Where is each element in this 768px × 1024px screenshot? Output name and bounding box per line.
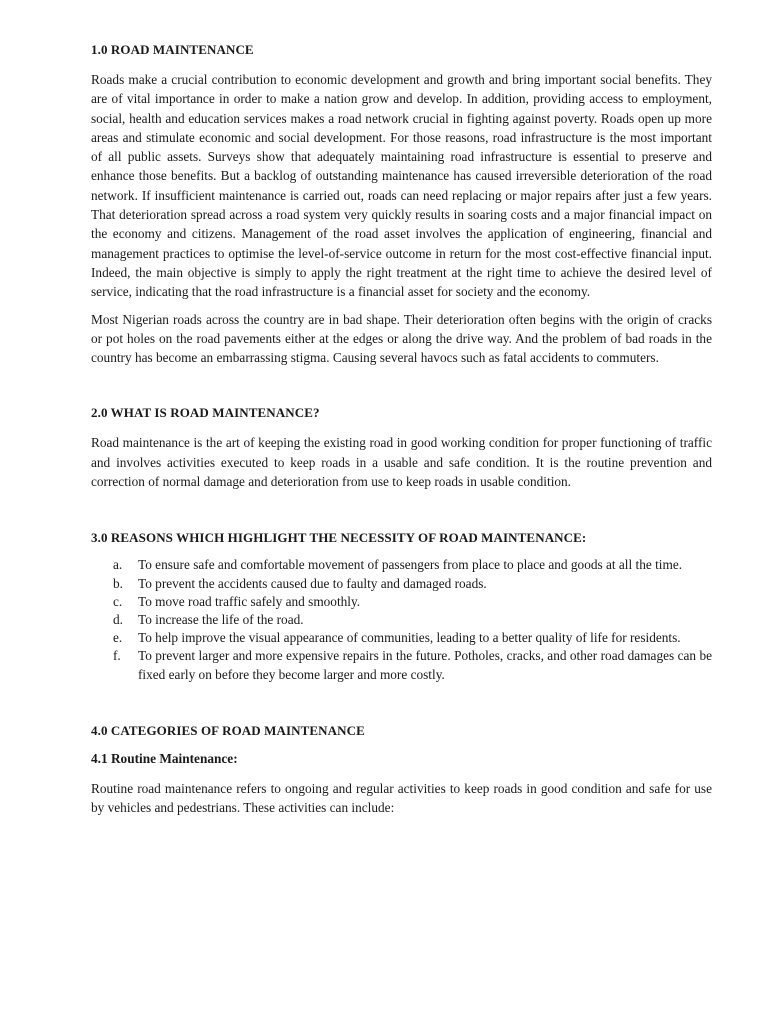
list-item xyxy=(91,611,712,629)
list-marker: c. xyxy=(113,593,123,609)
list-item xyxy=(91,629,712,647)
section-1-paragraph-1: Roads make a crucial contribution to economic development and growth and bring important social benefits. They are of vital importance in order to make a nation grow and develop. In addition, providing access to employment, social, health and education services makes a road network crucial in fighting against poverty. Roads open up more areas and stimulate economic and social development. For those reasons, road infrastructure is the most important of all public assets. Surveys show that adequately maintaining road infrastructure is essential to preserve and enhance those benefits. But a backlog of outstanding maintenance has caused irreversible deterioration of the road network. If insufficient maintenance is carried out, roads can need replacing or major repairs after just a few years. That deterioration spread across a road system very quickly results in soaring costs and a major financial impact on the economy and citizens. Management of the road asset involves the application of engineering, financial and management practices to optimise the level-of-service outcome in return for the most cost-effective financial input. Indeed, the main objective is simply to apply the right treatment at the right time to achieve the desired level of service, indicating that the road infrastructure is a financial asset for society and the economy. xyxy=(91,72,712,300)
section-4-heading: 4.0 CATEGORIES OF ROAD MAINTENANCE xyxy=(91,722,365,738)
list-marker: a. xyxy=(113,557,123,573)
list-marker: f. xyxy=(113,648,121,664)
section-2-paragraph: Road maintenance is the art of keeping the existing road in good working condition for proper functioning of traffic and involves activities executed to keep roads in a usable and safe condition. It is the routine prevention and correction of normal damage and deterioration from use to keep roads in usable condition. xyxy=(91,435,712,490)
list-item-text: To ensure safe and comfortable movement of passengers from place to place and goods at all the time. xyxy=(138,557,683,573)
section-2-heading: 2.0 WHAT IS ROAD MAINTENANCE? xyxy=(91,405,320,421)
list-marker: b. xyxy=(113,575,123,591)
list-item xyxy=(91,593,712,611)
section-3-heading: 3.0 REASONS WHICH HIGHLIGHT THE NECESSITY OF ROAD MAINTENANCE: xyxy=(91,530,587,546)
list-item-text: To prevent larger and more expensive repairs in the future. Potholes, cracks, and other road damages can be fixed early on before they become larger and more costly. xyxy=(138,648,712,682)
list-item-text: To prevent the accidents caused due to faulty and damaged roads. xyxy=(138,575,487,591)
section-1-paragraph-2: Most Nigerian roads across the country are in bad shape. Their deterioration often begins with the origin of cracks or pot holes on the road pavements either at the edges or along the drive way. And the problem of bad roads in the country has become an embarrassing stigma. Causing several havocs such as fatal accidents to commuters. xyxy=(91,311,712,366)
list-marker: d. xyxy=(113,611,123,627)
section-1-heading: 1.0 ROAD MAINTENANCE xyxy=(91,42,254,57)
section-4-1-subheading: 4.1 Routine Maintenance: xyxy=(91,750,238,766)
list-item xyxy=(91,556,712,574)
list-item-text: To move road traffic safely and smoothly. xyxy=(138,593,361,609)
document-page xyxy=(91,40,712,817)
list-item xyxy=(91,647,712,683)
list-item xyxy=(91,575,712,593)
list-item-text: To increase the life of the road. xyxy=(138,611,304,627)
section-4-paragraph: Routine road maintenance refers to ongoing and regular activities to keep roads in good condition and safe for use by vehicles and pedestrians. These activities can include: xyxy=(91,780,712,816)
reasons-list xyxy=(91,556,712,683)
list-marker: e. xyxy=(113,630,123,646)
list-item-text: To help improve the visual appearance of communities, leading to a better quality of life for residents. xyxy=(138,630,681,646)
